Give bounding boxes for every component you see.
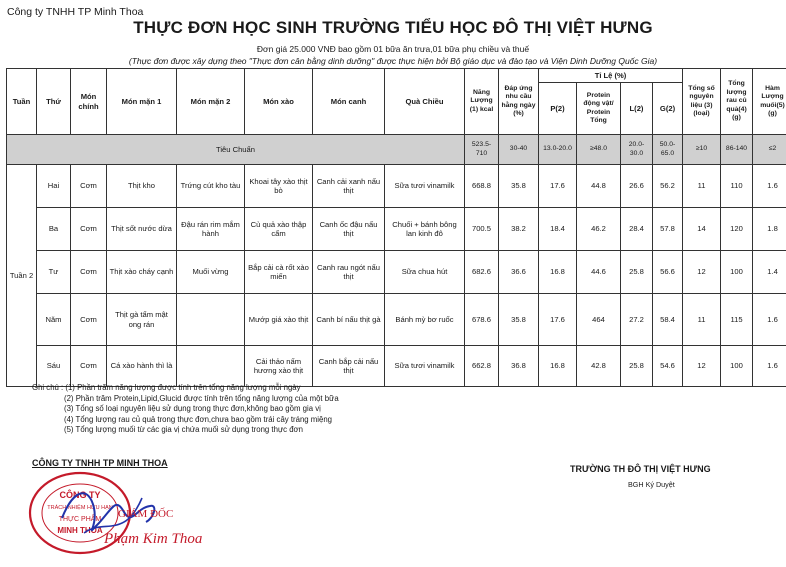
svg-text:CÔNG TY: CÔNG TY bbox=[59, 490, 101, 500]
row-man2: Đậu rán rim mắm hành bbox=[177, 208, 245, 251]
row-qua: Sữa tươi vinamilk bbox=[385, 346, 465, 387]
header-nang-luong: Năng Lượng (1) kcal bbox=[465, 69, 499, 135]
row-p: 17.6 bbox=[539, 165, 577, 208]
standard-nang-luong: 523.5-710 bbox=[465, 135, 499, 165]
row-dap-ung: 35.8 bbox=[499, 165, 539, 208]
director-name: Phạm Kim Thoa bbox=[104, 531, 203, 547]
header-qua-chieu: Quà Chiều bbox=[385, 69, 465, 135]
row-man1: Thịt sốt nước dừa bbox=[107, 208, 177, 251]
row-rau: 110 bbox=[721, 165, 753, 208]
header-mon-man-1: Món mặn 1 bbox=[107, 69, 177, 135]
header-row bbox=[7, 69, 786, 83]
note-line: (2) Phần trăm Protein,Lipid,Glucid được tính trên tổng năng lượng của một bữa bbox=[64, 393, 339, 403]
svg-text:THỰC PHẨM: THỰC PHẨM bbox=[58, 516, 102, 523]
header-protein: Protein động vật/ Protein Tổng bbox=[577, 83, 621, 135]
header-dap-ung: Đáp ứng nhu cầu hằng ngày (%) bbox=[499, 69, 539, 135]
row-p: 16.8 bbox=[539, 251, 577, 294]
row-muoi: 1.6 bbox=[753, 346, 786, 387]
row-dap-ung: 36.6 bbox=[499, 251, 539, 294]
row-canh: Canh bí nấu thịt gà bbox=[313, 294, 385, 346]
row-rau: 100 bbox=[721, 346, 753, 387]
row-g: 57.8 bbox=[653, 208, 683, 251]
row-thu: Năm bbox=[37, 294, 71, 346]
page-title: THỰC ĐƠN HỌC SINH TRƯỜNG TIỂU HỌC ĐÔ THỊ VIỆT HƯNG bbox=[133, 18, 653, 37]
row-muoi: 1.8 bbox=[753, 208, 786, 251]
standard-p: 13.0-20.0 bbox=[539, 135, 577, 165]
signature-school-label: TRƯỜNG TH ĐÔ THỊ VIỆT HƯNG bbox=[570, 464, 711, 474]
row-g: 54.6 bbox=[653, 346, 683, 387]
table-row bbox=[7, 165, 786, 208]
row-nang-luong: 700.5 bbox=[465, 208, 499, 251]
row-rau: 100 bbox=[721, 251, 753, 294]
row-nguyen-lieu: 12 bbox=[683, 346, 721, 387]
row-man1: Thịt kho bbox=[107, 165, 177, 208]
table-row bbox=[7, 208, 786, 251]
menu-table bbox=[6, 68, 786, 387]
header-g: G(2) bbox=[653, 83, 683, 135]
row-man1: Thịt gà tẩm mật ong rán bbox=[107, 294, 177, 346]
row-muoi: 1.4 bbox=[753, 251, 786, 294]
row-canh: Canh bắp cải nấu thịt bbox=[313, 346, 385, 387]
header-thu: Thứ bbox=[37, 69, 71, 135]
row-nguyen-lieu: 11 bbox=[683, 165, 721, 208]
row-qua: Sữa chua hút bbox=[385, 251, 465, 294]
header-tuan: Tuần bbox=[7, 69, 37, 135]
standard-label: Tiêu Chuẩn bbox=[7, 135, 465, 165]
row-protein: 464 bbox=[577, 294, 621, 346]
row-nguyen-lieu: 14 bbox=[683, 208, 721, 251]
row-thu: Tư bbox=[37, 251, 71, 294]
row-g: 56.2 bbox=[653, 165, 683, 208]
row-mon-chinh: Cơm bbox=[71, 251, 107, 294]
row-l: 28.4 bbox=[621, 208, 653, 251]
row-rau: 115 bbox=[721, 294, 753, 346]
row-protein: 42.8 bbox=[577, 346, 621, 387]
row-thu: Ba bbox=[37, 208, 71, 251]
row-nang-luong: 682.6 bbox=[465, 251, 499, 294]
header-ti-le: Tỉ Lệ (%) bbox=[539, 69, 683, 83]
row-g: 58.4 bbox=[653, 294, 683, 346]
row-dap-ung: 38.2 bbox=[499, 208, 539, 251]
header-tong-luong-rau: Tổng lượng rau củ quả(4) (g) bbox=[721, 69, 753, 135]
company-name: Công ty TNHH TP Minh Thoa bbox=[7, 6, 144, 18]
row-nguyen-lieu: 12 bbox=[683, 251, 721, 294]
header-p: P(2) bbox=[539, 83, 577, 135]
row-mon-chinh: Cơm bbox=[71, 346, 107, 387]
row-mon-chinh: Cơm bbox=[71, 294, 107, 346]
row-muoi: 1.6 bbox=[753, 165, 786, 208]
table-row bbox=[7, 251, 786, 294]
signature-school-sub: BGH Ký Duyệt bbox=[628, 480, 675, 489]
svg-text:TRÁCH NHIỆM HỮU HẠN: TRÁCH NHIỆM HỮU HẠN bbox=[47, 505, 113, 511]
row-canh: Canh cải xanh nấu thịt bbox=[313, 165, 385, 208]
menu-note-line: (Thực đơn được xây dựng theo "Thực đơn cân bằng dinh dưỡng" được thực hiện bởi Bộ giáo dục và đào tạo và Viện Dinh Dưỡng Quốc Gia) bbox=[128, 56, 658, 66]
standard-row bbox=[7, 135, 786, 165]
header-mon-canh: Món canh bbox=[313, 69, 385, 135]
row-l: 25.8 bbox=[621, 346, 653, 387]
row-man2 bbox=[177, 346, 245, 387]
note-line: (3) Tổng số loại nguyên liệu sử dụng trong thực đơn,không bao gồm gia vị bbox=[64, 404, 321, 413]
row-thu: Hai bbox=[37, 165, 71, 208]
row-rau: 120 bbox=[721, 208, 753, 251]
row-l: 27.2 bbox=[621, 294, 653, 346]
row-qua: Sữa tươi vinamilk bbox=[385, 165, 465, 208]
table-row bbox=[7, 346, 786, 387]
notes-block bbox=[32, 383, 339, 436]
row-mon-chinh: Cơm bbox=[71, 165, 107, 208]
standard-protein: ≥48.0 bbox=[577, 135, 621, 165]
row-xao: Khoai tây xào thịt bò bbox=[245, 165, 313, 208]
row-xao: Mướp giá xào thịt bbox=[245, 294, 313, 346]
row-mon-chinh: Cơm bbox=[71, 208, 107, 251]
row-man2: Muối vừng bbox=[177, 251, 245, 294]
row-p: 16.8 bbox=[539, 346, 577, 387]
standard-muoi: ≤2 bbox=[753, 135, 786, 165]
row-protein: 44.8 bbox=[577, 165, 621, 208]
note-line: (4) Tổng lượng rau củ quả trong thực đơn,chưa bao gồm trái cây tráng miệng bbox=[64, 414, 333, 424]
row-nguyen-lieu: 11 bbox=[683, 294, 721, 346]
row-nang-luong: 668.8 bbox=[465, 165, 499, 208]
standard-g: 50.0-65.0 bbox=[653, 135, 683, 165]
standard-dap-ung: 30-40 bbox=[499, 135, 539, 165]
note-line: Ghi chú : (1) Phần trăm năng lượng được tính trên tổng năng lượng mỗi ngày bbox=[32, 383, 301, 392]
row-p: 17.6 bbox=[539, 294, 577, 346]
row-canh: Canh rau ngót nấu thịt bbox=[313, 251, 385, 294]
row-protein: 46.2 bbox=[577, 208, 621, 251]
row-p: 18.4 bbox=[539, 208, 577, 251]
header-mon-chinh: Món chính bbox=[71, 69, 107, 135]
note-line: (5) Tổng lượng muối từ các gia vị chứa muối sử dụng trong thực đơn bbox=[64, 425, 304, 434]
row-g: 56.6 bbox=[653, 251, 683, 294]
row-xao: Cải thảo nấm hương xào thịt bbox=[245, 346, 313, 387]
director-title: GIÁM ĐỐC bbox=[118, 508, 174, 520]
row-man1: Thịt xào cháy cạnh bbox=[107, 251, 177, 294]
row-dap-ung: 35.8 bbox=[499, 294, 539, 346]
header-mon-xao: Món xào bbox=[245, 69, 313, 135]
row-l: 26.6 bbox=[621, 165, 653, 208]
row-xao: Củ quả xào thập cẩm bbox=[245, 208, 313, 251]
row-qua: Bánh mỳ bơ ruốc bbox=[385, 294, 465, 346]
row-qua: Chuối + bánh bông lan kinh đô bbox=[385, 208, 465, 251]
svg-text:MINH THOA: MINH THOA bbox=[57, 526, 103, 535]
header-l: L(2) bbox=[621, 83, 653, 135]
row-man1: Cá xào hành thì là bbox=[107, 346, 177, 387]
row-xao: Bắp cải cà rốt xào miến bbox=[245, 251, 313, 294]
row-canh: Canh ốc đậu nấu thịt bbox=[313, 208, 385, 251]
row-dap-ung: 36.8 bbox=[499, 346, 539, 387]
row-muoi: 1.6 bbox=[753, 294, 786, 346]
standard-l: 20.0-30.0 bbox=[621, 135, 653, 165]
signature-company-label: CÔNG TY TNHH TP MINH THOA bbox=[32, 458, 168, 468]
header-mon-man-2: Món mặn 2 bbox=[177, 69, 245, 135]
table-row bbox=[7, 294, 786, 346]
price-subtitle: Đơn giá 25.000 VNĐ bao gồm 01 bữa ăn trưa,01 bữa phụ chiều và thuế bbox=[256, 44, 530, 54]
week-label: Tuần 2 bbox=[7, 165, 37, 387]
row-l: 25.8 bbox=[621, 251, 653, 294]
row-man2: Trứng cút kho tàu bbox=[177, 165, 245, 208]
header-ham-luong-muoi: Hàm Lượng muối(5) (g) bbox=[753, 69, 786, 135]
row-nang-luong: 662.8 bbox=[465, 346, 499, 387]
row-nang-luong: 678.6 bbox=[465, 294, 499, 346]
row-man2 bbox=[177, 294, 245, 346]
row-protein: 44.6 bbox=[577, 251, 621, 294]
standard-rau: 86-140 bbox=[721, 135, 753, 165]
standard-nguyen-lieu: ≥10 bbox=[683, 135, 721, 165]
header-tong-so-nguyen-lieu: Tổng số nguyên liệu (3) (loại) bbox=[683, 69, 721, 135]
row-thu: Sáu bbox=[37, 346, 71, 387]
